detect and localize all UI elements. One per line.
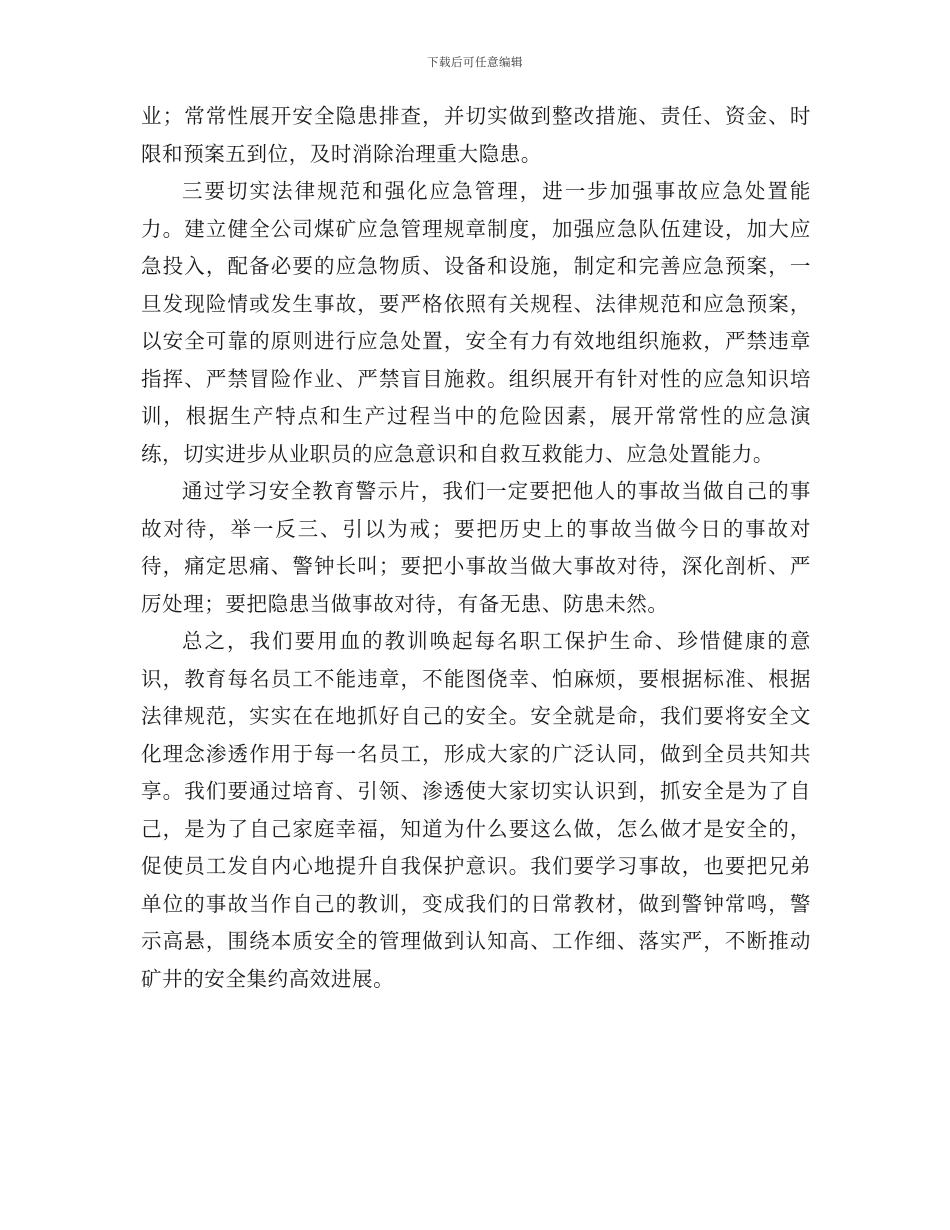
document-body (141, 98, 811, 998)
paragraph-conclusion: 总之，我们要用血的教训唤起每名职工保护生命、珍惜健康的意识，教育每名员工不能违章，不能图侥幸、怕麻烦，要根据标准、根据法律规范，实实在在地抓好自己的安全。安全就是命，我们要将安全文化理念渗透作用于每一名员工，形成大家的广泛认同，做到全员共知共享。我们要通过培育、引领、渗透使大家切实认识到，抓安全是为了自己，是为了自己家庭幸福，知道为什么要这么做，怎么做才是安全的，促使员工发自内心地提升自我保护意识。我们要学习事故，也要把兄弟单位的事故当作自己的教训，变成我们的日常教材，做到警钟常鸣，警示高悬，围绕本质安全的管理做到认知高、工作细、落实严，不断推动矿井的安全集约高效进展。 (141, 629, 811, 991)
paragraph-continuation: 业；常常性展开安全隐患排查，并切实做到整改措施、责任、资金、时限和预案五到位，及时消除治理重大隐患。 (141, 104, 811, 166)
paragraph-warning-film: 通过学习安全教育警示片，我们一定要把他人的事故当做自己的事故对待，举一反三、引以为戒；要把历史上的事故当做今日的事故对待，痛定思痛、警钟长叫；要把小事故当做大事故对待，深化剖析、严厉处理；要把隐患当做事故对待，有备无患、防患未然。 (141, 479, 811, 616)
paragraph-emergency-management: 三要切实法律规范和强化应急管理，进一步加强事故应急处置能力。建立健全公司煤矿应急管理规章制度，加强应急队伍建设，加大应急投入，配备必要的应急物质、设备和设施，制定和完善应急预案，一旦发现险情或发生事故，要严格依照有关规程、法律规范和应急预案，以安全可靠的原则进行应急处置，安全有力有效地组织施救，严禁违章指挥、严禁冒险作业、严禁盲目施救。组织展开有针对性的应急知识培训，根据生产特点和生产过程当中的危险因素，展开常常性的应急演练，切实进步从业职员的应急意识和自救互救能力、应急处置能力。 (141, 179, 811, 466)
page-header: 下载后可任意编辑 (427, 55, 523, 69)
